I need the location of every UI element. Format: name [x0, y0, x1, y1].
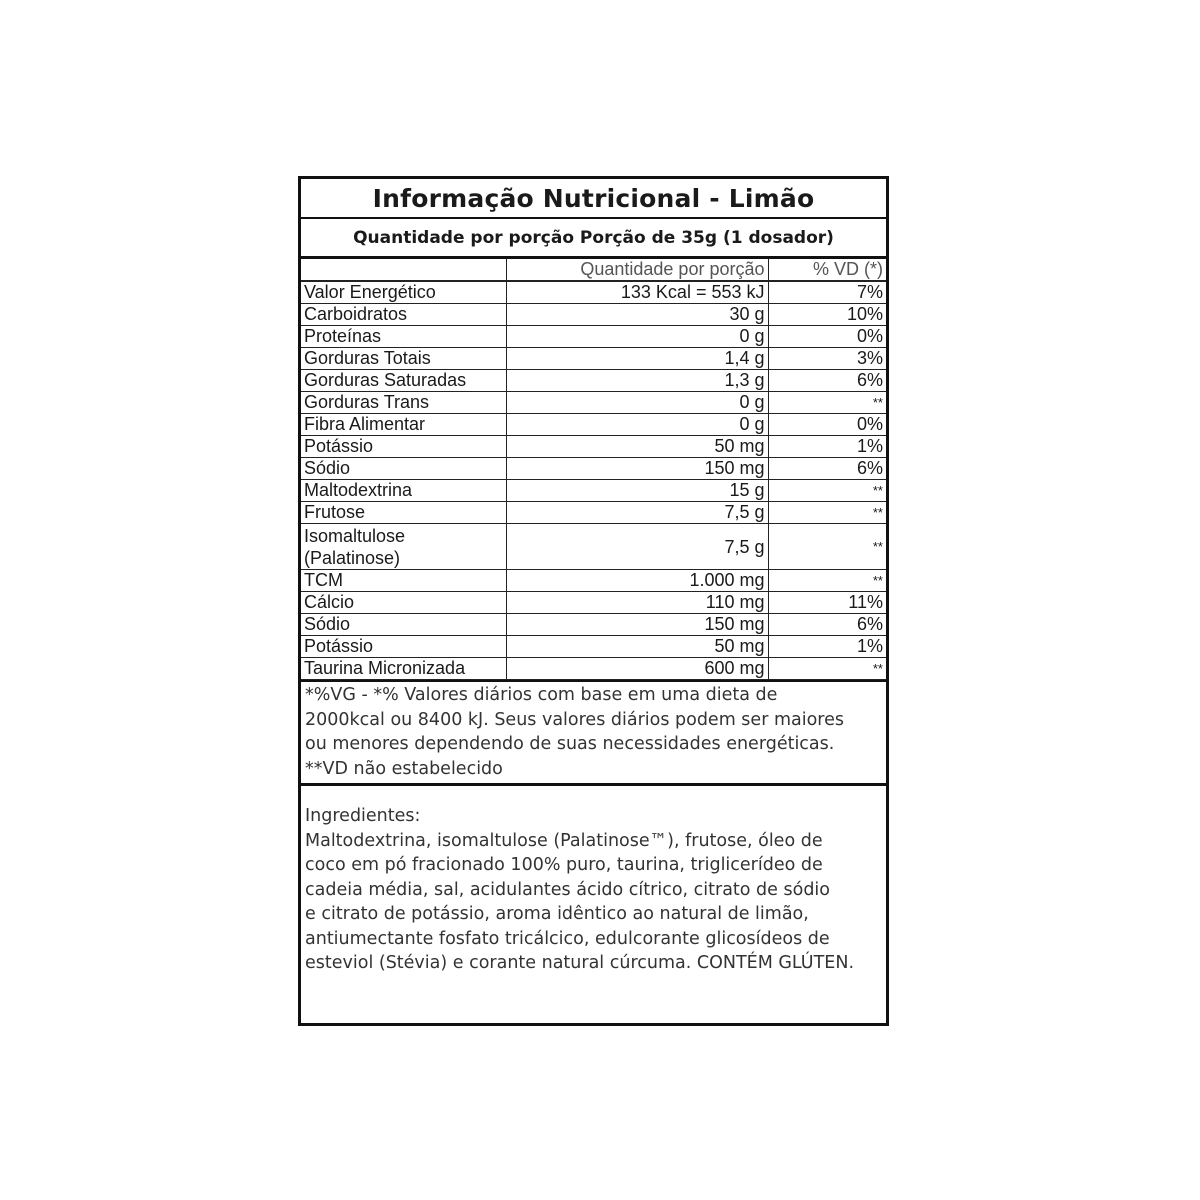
- nutrient-quantity: 7,5 g: [506, 524, 768, 570]
- nutrient-quantity: 0 g: [506, 326, 768, 348]
- ingredients-line: antiumectante fosfato tricálcico, edulcorante glicosídeos de: [305, 928, 830, 949]
- nutrient-quantity: 1.000 mg: [506, 570, 768, 592]
- nutrient-name: Cálcio: [301, 592, 506, 614]
- portion-info: Quantidade por porção Porção de 35g (1 dosador): [301, 219, 886, 259]
- nutrient-name: Valor Energético: [301, 281, 506, 304]
- nutrient-vd: 6%: [768, 458, 886, 480]
- nutrient-quantity: 0 g: [506, 392, 768, 414]
- nutrient-name: Isomaltulose (Palatinose): [301, 524, 506, 570]
- table-row: [301, 436, 886, 458]
- nutrient-vd: 6%: [768, 614, 886, 636]
- nutrient-vd: 0%: [768, 326, 886, 348]
- nutrient-vd: **: [768, 524, 886, 570]
- nutrient-name: Carboidratos: [301, 304, 506, 326]
- nutrient-quantity: 50 mg: [506, 436, 768, 458]
- nutrient-vd: 3%: [768, 348, 886, 370]
- nutrient-vd: 1%: [768, 636, 886, 658]
- table-row: [301, 458, 886, 480]
- ingredients-line: esteviol (Stévia) e corante natural cúrcuma. CONTÉM GLÚTEN.: [305, 953, 855, 973]
- table-row: [301, 658, 886, 680]
- ingredients-line: Maltodextrina, isomaltulose (Palatinose™), frutose, óleo de: [305, 830, 823, 851]
- nutrient-name: Sódio: [301, 458, 506, 480]
- footnote-line: ou menores dependendo de suas necessidades energéticas.: [305, 734, 835, 754]
- table-row: [301, 281, 886, 304]
- table-row: [301, 592, 886, 614]
- table-row: [301, 480, 886, 502]
- table-row: [301, 524, 886, 570]
- nutrient-quantity: 110 mg: [506, 592, 768, 614]
- nutrient-name: Fibra Alimentar: [301, 414, 506, 436]
- nutrient-vd: 7%: [768, 281, 886, 304]
- nutrient-vd: **: [768, 480, 886, 502]
- nutrient-name: Gorduras Saturadas: [301, 370, 506, 392]
- footnote-line: 2000kcal ou 8400 kJ. Seus valores diários podem ser maiores: [305, 709, 844, 730]
- nutrient-quantity: 0 g: [506, 414, 768, 436]
- table-row: [301, 636, 886, 658]
- footnote-line: *%VG - *% Valores diários com base em uma dieta de: [305, 685, 778, 705]
- nutrient-name: Maltodextrina: [301, 480, 506, 502]
- nutrient-vd: 10%: [768, 304, 886, 326]
- nutrient-quantity: 150 mg: [506, 458, 768, 480]
- nutrient-name: Potássio: [301, 436, 506, 458]
- table-row: [301, 570, 886, 592]
- nutrient-vd: 0%: [768, 414, 886, 436]
- nutrient-quantity: 133 Kcal = 553 kJ: [506, 281, 768, 304]
- nutrient-name: Proteínas: [301, 326, 506, 348]
- nutrient-vd: 1%: [768, 436, 886, 458]
- table-row: [301, 348, 886, 370]
- nutrition-label: [298, 176, 889, 1026]
- nutrient-name: Potássio: [301, 636, 506, 658]
- nutrient-vd: **: [768, 570, 886, 592]
- header-vd: % VD (*): [768, 259, 886, 281]
- table-header-row: [301, 259, 886, 281]
- nutrient-name: TCM: [301, 570, 506, 592]
- nutrient-quantity: 7,5 g: [506, 502, 768, 524]
- nutrient-quantity: 1,4 g: [506, 348, 768, 370]
- nutrient-vd: 11%: [768, 592, 886, 614]
- daily-value-footnote: [301, 680, 886, 786]
- ingredients-title: Ingredientes:: [305, 806, 421, 826]
- ingredients-line: cadeia média, sal, acidulantes ácido cítrico, citrato de sódio: [305, 879, 830, 900]
- header-quantity: Quantidade por porção: [506, 259, 768, 281]
- ingredients-line: e citrato de potássio, aroma idêntico ao natural de limão,: [305, 904, 809, 924]
- nutrient-vd: **: [768, 392, 886, 414]
- nutrient-quantity: 1,3 g: [506, 370, 768, 392]
- nutrient-name: Sódio: [301, 614, 506, 636]
- table-row: [301, 326, 886, 348]
- header-nutrient: [301, 259, 506, 281]
- table-row: [301, 370, 886, 392]
- nutrient-quantity: 600 mg: [506, 658, 768, 680]
- label-title: Informação Nutricional - Limão: [301, 179, 886, 219]
- nutrient-name: Frutose: [301, 502, 506, 524]
- nutrient-vd: **: [768, 658, 886, 680]
- nutrient-name: Gorduras Totais: [301, 348, 506, 370]
- nutrient-quantity: 15 g: [506, 480, 768, 502]
- nutrient-quantity: 150 mg: [506, 614, 768, 636]
- nutrition-table: [301, 259, 886, 680]
- nutrient-name: Taurina Micronizada: [301, 658, 506, 680]
- ingredients-section: [301, 786, 886, 976]
- table-row: [301, 502, 886, 524]
- nutrient-quantity: 30 g: [506, 304, 768, 326]
- nutrient-name: Gorduras Trans: [301, 392, 506, 414]
- nutrient-quantity: 50 mg: [506, 636, 768, 658]
- table-row: [301, 392, 886, 414]
- nutrient-vd: 6%: [768, 370, 886, 392]
- ingredients-line: coco em pó fracionado 100% puro, taurina, triglicerídeo de: [305, 855, 823, 875]
- nutrient-vd: **: [768, 502, 886, 524]
- table-row: [301, 614, 886, 636]
- table-row: [301, 304, 886, 326]
- table-row: [301, 414, 886, 436]
- footnote-line: **VD não estabelecido: [305, 758, 503, 779]
- nutrition-rows: [301, 281, 886, 680]
